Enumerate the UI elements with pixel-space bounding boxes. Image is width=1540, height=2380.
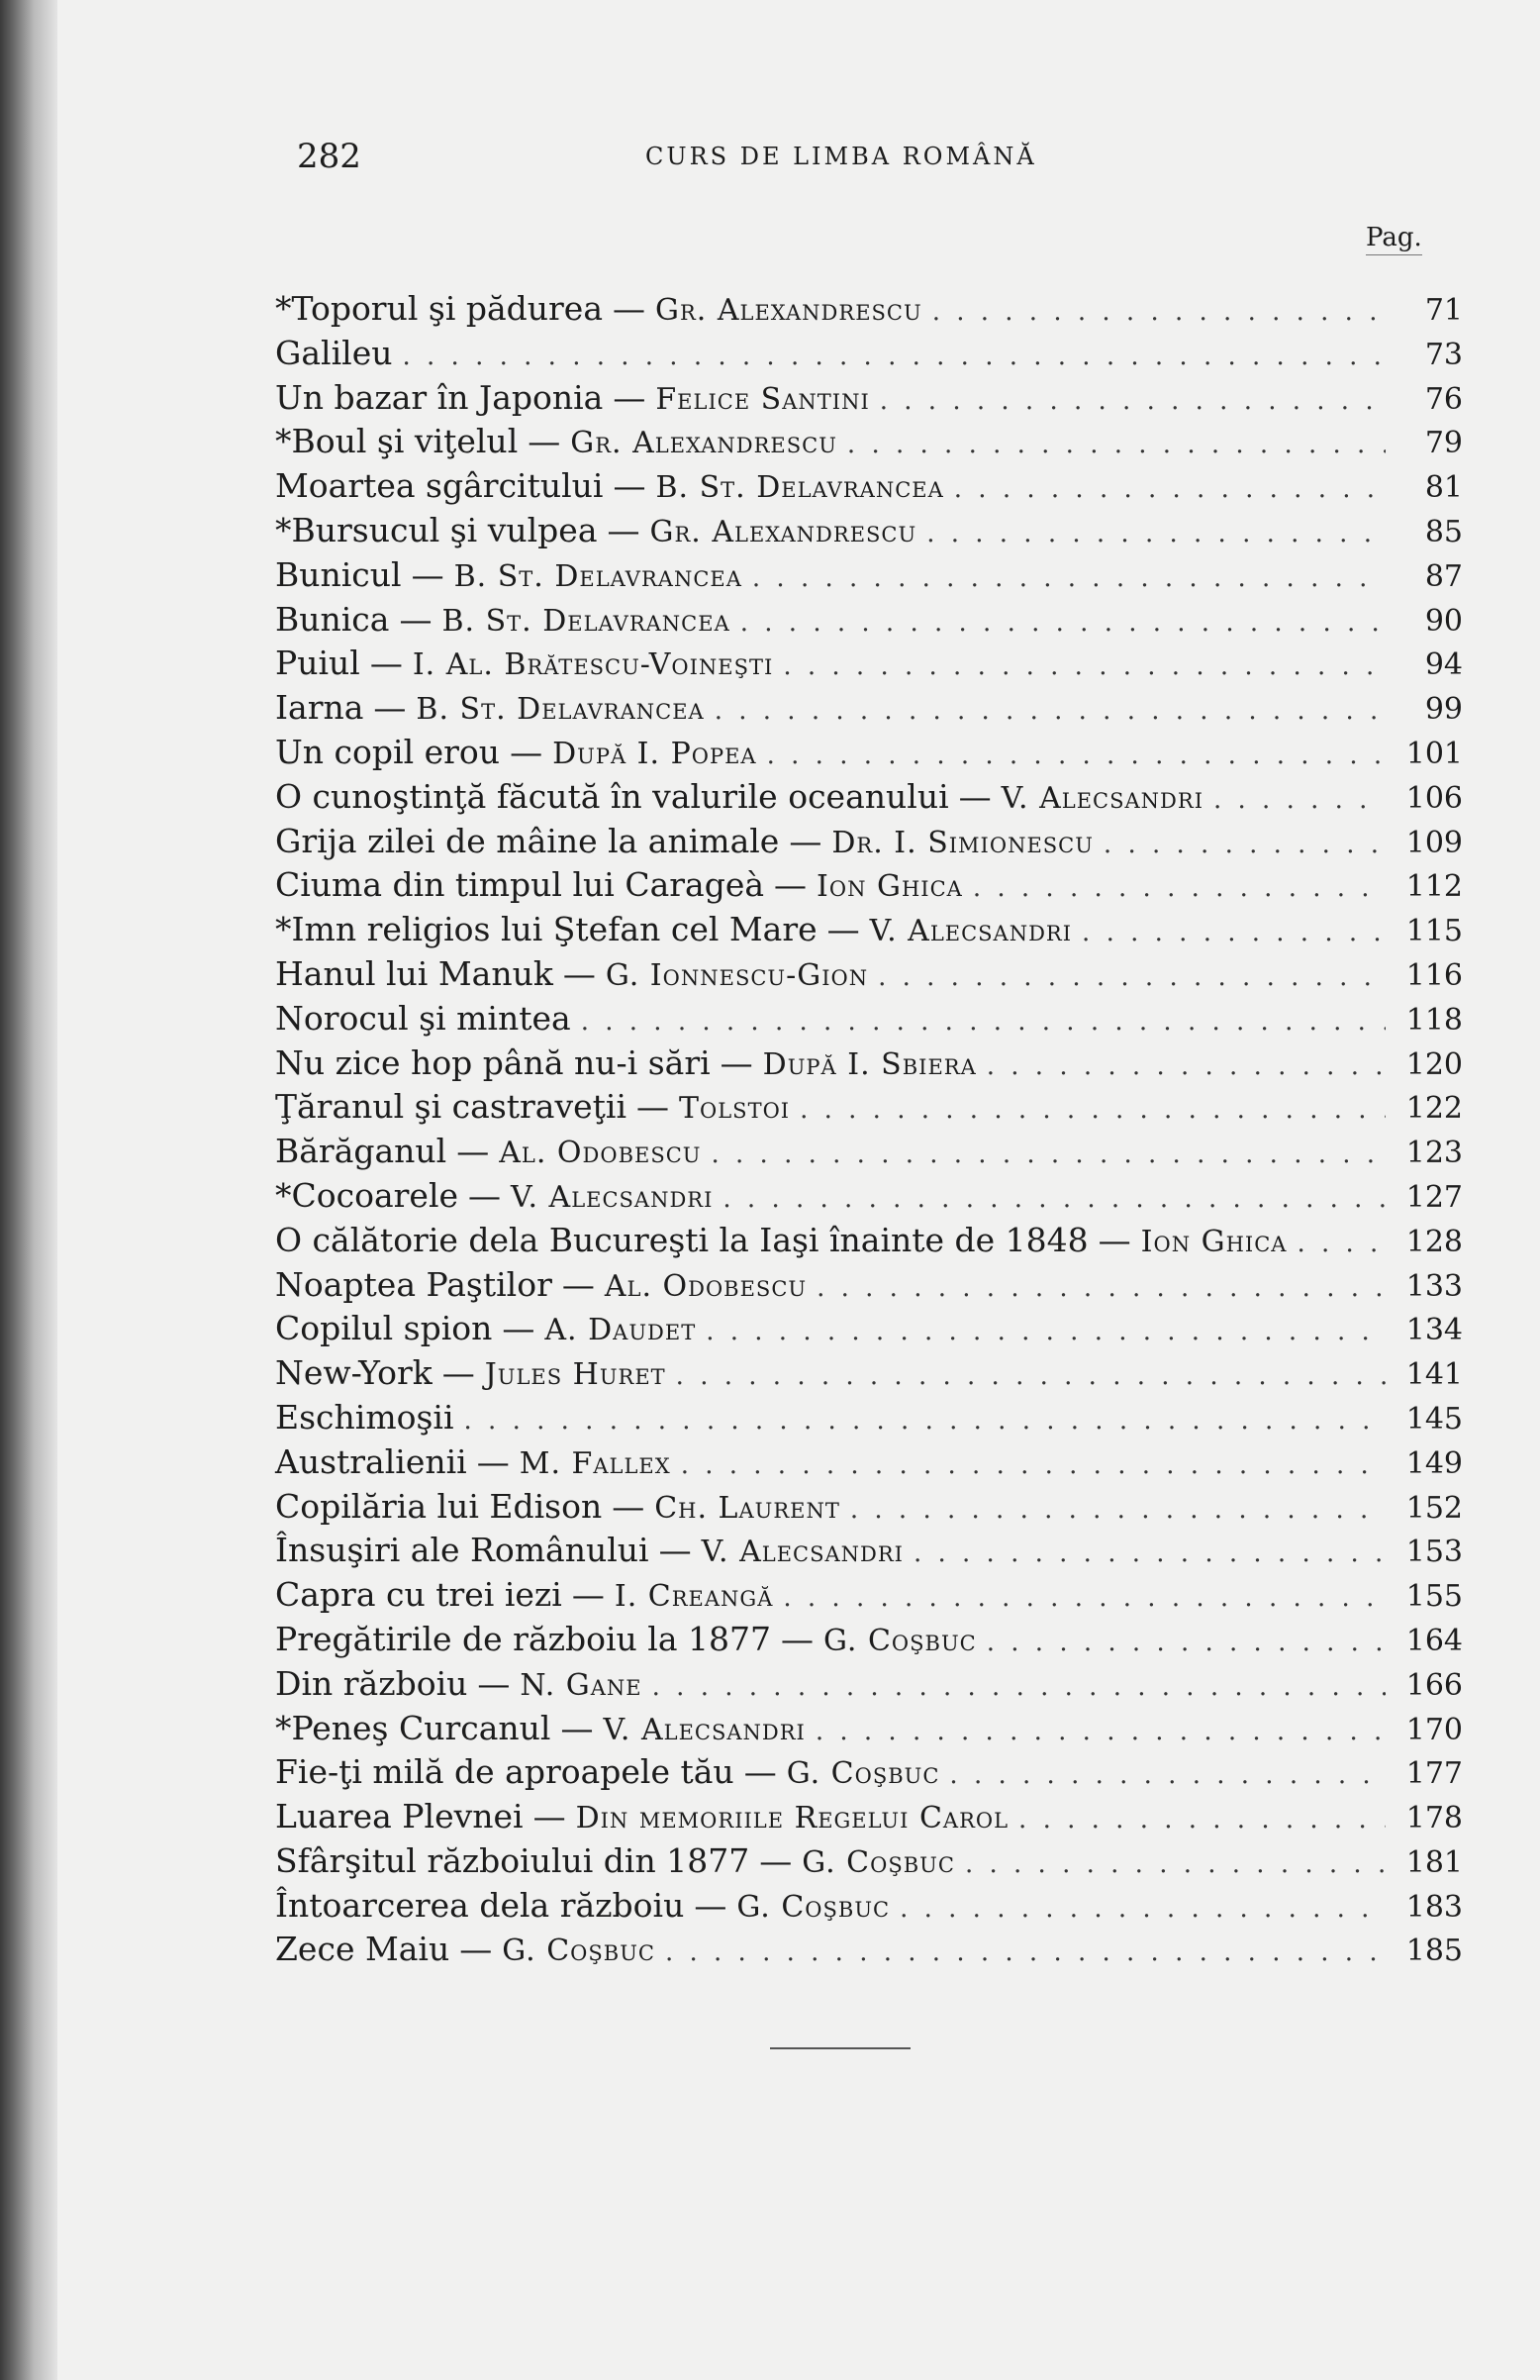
- toc-entry-dash: —: [561, 1264, 595, 1304]
- toc-entry-dash: —: [607, 510, 640, 549]
- toc-entry-title: Fie-ţi milă de aproapele tău: [275, 1752, 734, 1792]
- toc-entry-author: G. Coşbuc: [736, 1889, 891, 1925]
- toc-entry-page: 90: [1424, 603, 1463, 639]
- page-number: 282: [297, 137, 361, 176]
- toc-entry-author: M. Fallex: [519, 1445, 671, 1481]
- toc-entry-author: G. Coşbuc: [502, 1934, 655, 1969]
- toc-row: [275, 733, 1463, 777]
- toc-entry-page: 109: [1405, 825, 1463, 860]
- toc-entry-page: 166: [1405, 1667, 1463, 1703]
- toc-dot-leader: [681, 1450, 1386, 1480]
- toc-dot-leader: [676, 1361, 1386, 1391]
- toc-entry-page: 127: [1405, 1179, 1463, 1215]
- toc-row: [275, 644, 1463, 688]
- toc-entry-author: V. Alecsandri: [869, 914, 1073, 949]
- toc-entry-dash: —: [826, 910, 860, 949]
- toc-dot-leader: [926, 519, 1386, 548]
- toc-entry-author: V. Alecsandri: [701, 1535, 904, 1570]
- toc-entry-page: 79: [1424, 426, 1463, 461]
- toc-row: [275, 1752, 1463, 1797]
- book-spine-shadow: [0, 0, 57, 2380]
- toc-entry-title: Ţăranul şi castraveţii: [275, 1087, 627, 1127]
- running-title: CURS DE LIMBA ROMÂNĂ: [645, 143, 1037, 170]
- toc-entry-page: 164: [1405, 1623, 1463, 1658]
- toc-entry-page: 106: [1405, 780, 1463, 816]
- toc-entry-title: O călătorie dela Bucureşti la Iaşi înainte de 1848: [275, 1220, 1089, 1259]
- toc-entry-page: 133: [1405, 1268, 1463, 1304]
- toc-entry-title: Bărăganul: [275, 1132, 447, 1171]
- toc-row: [275, 822, 1463, 866]
- toc-entry-title: Australienii: [275, 1441, 467, 1481]
- toc-dot-leader: [402, 342, 1386, 371]
- toc-entry-dash: —: [528, 422, 561, 461]
- toc-entry-title: *Bursucul şi vulpea: [275, 510, 598, 549]
- toc-row: [275, 1398, 1463, 1442]
- toc-entry-page: 112: [1405, 869, 1463, 905]
- toc-entry-title: Nu zice hop până nu-i sări: [275, 1042, 711, 1082]
- toc-entry-author: Jules Huret: [484, 1357, 666, 1393]
- toc-entry-author: Dr. I. Simionescu: [831, 825, 1094, 860]
- toc-row: [275, 1664, 1463, 1709]
- toc-row: [275, 1709, 1463, 1753]
- toc-entry-author: N. Gane: [520, 1667, 642, 1703]
- toc-dot-leader: [954, 474, 1386, 504]
- toc-row: [275, 289, 1463, 334]
- toc-row: [275, 865, 1463, 910]
- toc-entry-page: 134: [1405, 1313, 1463, 1348]
- toc-dot-leader: [900, 1894, 1386, 1924]
- toc-entry-page: 181: [1405, 1844, 1463, 1880]
- toc-entry-page: 115: [1405, 914, 1463, 949]
- toc-row: [275, 1043, 1463, 1088]
- toc-entry-title: Luarea Plevnei: [275, 1797, 524, 1836]
- toc-entry-author: După I. Sbiera: [762, 1046, 977, 1082]
- toc-dot-leader: [652, 1672, 1386, 1702]
- toc-entry-author: I. Al. Brătescu-Voineşti: [412, 647, 774, 683]
- toc-entry-dash: —: [636, 1087, 670, 1127]
- toc-row: [275, 1620, 1463, 1664]
- toc-row: [275, 1797, 1463, 1841]
- toc-entry-author: Gr. Alexandrescu: [649, 514, 917, 549]
- toc-entry-title: Galileu: [275, 333, 393, 372]
- toc-dot-leader: [847, 430, 1386, 459]
- toc-row: [275, 1087, 1463, 1132]
- toc-entry-author: Al. Odobescu: [604, 1268, 808, 1304]
- toc-entry-page: 81: [1424, 470, 1463, 506]
- toc-dot-leader: [878, 962, 1386, 992]
- toc-dot-leader: [767, 741, 1386, 770]
- toc-entry-page: 141: [1405, 1357, 1463, 1393]
- toc-row: [275, 1886, 1463, 1931]
- toc-entry-dash: —: [613, 289, 646, 328]
- toc-row: [275, 1575, 1463, 1620]
- toc-entry-author: După I. Popea: [552, 736, 757, 771]
- toc-entry-dash: —: [502, 1309, 535, 1348]
- toc-entry-dash: —: [373, 688, 407, 728]
- toc-entry-page: 118: [1405, 1002, 1463, 1038]
- toc-entry-dash: —: [958, 776, 992, 816]
- toc-entry-page: 101: [1405, 736, 1463, 771]
- toc-entry-author: Gr. Alexandrescu: [570, 426, 837, 461]
- toc-entry-title: *Cocoarele: [275, 1175, 459, 1215]
- toc-row: [275, 1265, 1463, 1310]
- toc-dot-leader: [949, 1760, 1386, 1790]
- toc-entry-page: 185: [1405, 1934, 1463, 1969]
- toc-row: [275, 777, 1463, 822]
- toc-dot-leader: [965, 1849, 1386, 1879]
- toc-entry-dash: —: [781, 1619, 814, 1658]
- toc-dot-leader: [706, 1317, 1386, 1346]
- toc-row: [275, 1221, 1463, 1265]
- toc-entry-author: Ch. Laurent: [654, 1490, 840, 1526]
- toc-entry-dash: —: [1098, 1220, 1131, 1259]
- toc-entry-author: B. St. Delavrancea: [453, 558, 742, 594]
- toc-row: [275, 1353, 1463, 1398]
- toc-entry-dash: —: [571, 1575, 605, 1615]
- page-header: [297, 137, 1267, 186]
- toc-row: [275, 600, 1463, 645]
- toc-entry-title: New-York: [275, 1353, 433, 1393]
- toc-entry-title: Noaptea Paştilor: [275, 1264, 552, 1304]
- toc-entry-title: Sfârşitul războiului din 1877: [275, 1840, 750, 1880]
- toc-entry-title: Iarna: [275, 688, 364, 728]
- toc-entry-page: 99: [1424, 692, 1463, 728]
- toc-entry-dash: —: [613, 466, 646, 506]
- toc-entry-page: 85: [1424, 514, 1463, 549]
- toc-entry-page: 170: [1405, 1712, 1463, 1747]
- toc-dot-leader: [816, 1717, 1386, 1746]
- toc-dot-leader: [850, 1495, 1386, 1525]
- toc-entry-page: 149: [1405, 1445, 1463, 1481]
- toc-row: [275, 555, 1463, 600]
- toc-entry-page: 76: [1424, 381, 1463, 417]
- toc-entry-author: V. Alecsandri: [603, 1712, 806, 1747]
- toc-entry-page: 73: [1424, 337, 1463, 372]
- toc-entry-title: Eschimoşii: [275, 1397, 454, 1437]
- toc-dot-leader: [987, 1628, 1386, 1657]
- toc-row: [275, 1442, 1463, 1487]
- toc-entry-page: 178: [1405, 1801, 1463, 1836]
- toc-entry-title: *Peneş Curcanul: [275, 1708, 551, 1747]
- toc-entry-author: G. Coşbuc: [786, 1756, 940, 1792]
- toc-entry-dash: —: [441, 1353, 475, 1393]
- toc-entry-page: 116: [1405, 957, 1463, 993]
- toc-entry-dash: —: [456, 1132, 490, 1171]
- toc-entry-dash: —: [476, 1441, 510, 1481]
- toc-entry-title: Zece Maiu: [275, 1930, 450, 1969]
- toc-dot-leader: [783, 651, 1386, 681]
- toc-entry-title: Din războiu: [275, 1663, 468, 1703]
- toc-dot-leader: [464, 1406, 1386, 1436]
- toc-entry-author: G. Coşbuc: [823, 1623, 977, 1658]
- toc-entry-title: Capra cu trei iezi: [275, 1575, 562, 1615]
- toc-entry-dash: —: [369, 644, 403, 683]
- toc-entry-title: Copilul spion: [275, 1309, 493, 1348]
- toc-row: [275, 511, 1463, 555]
- toc-row: [275, 1309, 1463, 1353]
- toc-entry-page: 71: [1424, 293, 1463, 328]
- toc-dot-leader: [665, 1937, 1386, 1967]
- toc-entry-author: Ion Ghica: [1140, 1224, 1288, 1259]
- toc-entry-title: Un bazar în Japonia: [275, 377, 604, 417]
- toc-entry-dash: —: [789, 821, 822, 860]
- toc-dot-leader: [722, 1184, 1386, 1214]
- toc-dot-leader: [1104, 830, 1386, 859]
- toc-entry-page: 183: [1405, 1889, 1463, 1925]
- toc-entry-author: I. Creangă: [614, 1579, 774, 1615]
- toc-entry-author: G. Coşbuc: [802, 1844, 955, 1880]
- toc-entry-title: Pregătirile de războiu la 1877: [275, 1619, 771, 1658]
- toc-entry-author: Ion Ghica: [817, 869, 963, 905]
- toc-dot-leader: [817, 1273, 1386, 1303]
- toc-entry-dash: —: [613, 377, 646, 417]
- toc-row: [275, 1531, 1463, 1575]
- toc-entry-dash: —: [774, 865, 808, 905]
- toc-entry-dash: —: [510, 732, 543, 771]
- toc-row: [275, 378, 1463, 423]
- toc-entry-page: 122: [1405, 1091, 1463, 1127]
- toc-entry-author: G. Ionnescu-Gion: [605, 957, 869, 993]
- toc-entry-page: 153: [1405, 1535, 1463, 1570]
- toc-entry-author: B. St. Delavrancea: [416, 692, 705, 728]
- toc-entry-dash: —: [411, 554, 444, 594]
- toc-entry-title: Însuşiri ale Românului: [275, 1531, 649, 1570]
- toc-dot-leader: [1213, 785, 1386, 815]
- toc-entry-author: Tolstoi: [679, 1091, 791, 1127]
- toc-row: [275, 1841, 1463, 1886]
- toc-entry-title: Un copil erou: [275, 732, 501, 771]
- toc-entry-dash: —: [560, 1708, 594, 1747]
- toc-entry-author: Felice Santini: [655, 381, 870, 417]
- toc-entry-author: Gr. Alexandrescu: [655, 293, 922, 328]
- toc-entry-author: B. St. Delavrancea: [655, 470, 944, 506]
- toc-row: [275, 1487, 1463, 1532]
- toc-entry-dash: —: [658, 1531, 692, 1570]
- toc-entry-dash: —: [562, 953, 596, 993]
- toc-row: [275, 1132, 1463, 1176]
- toc-entry-title: Puiul: [275, 644, 360, 683]
- toc-entry-dash: —: [399, 599, 433, 639]
- toc-row: [275, 334, 1463, 378]
- toc-entry-page: 120: [1405, 1046, 1463, 1082]
- toc-entry-title: Moartea sgârcitului: [275, 466, 604, 506]
- toc-entry-author: Al. Odobescu: [499, 1136, 702, 1171]
- toc-entry-page: 155: [1405, 1579, 1463, 1615]
- toc-entry-title: Bunica: [275, 599, 390, 639]
- toc-dot-leader: [800, 1095, 1386, 1125]
- toc-row: [275, 1930, 1463, 1974]
- toc-entry-author: A. Daudet: [544, 1313, 697, 1348]
- toc-entry-dash: —: [743, 1752, 777, 1792]
- toc-entry-title: Ciuma din timpul lui Carageà: [275, 865, 765, 905]
- toc-entry-title: Bunicul: [275, 554, 402, 594]
- toc-dot-leader: [973, 873, 1386, 903]
- toc-entry-dash: —: [468, 1175, 502, 1215]
- toc-entry-title: *Boul şi viţelul: [275, 422, 519, 461]
- toc-row: [275, 422, 1463, 466]
- end-rule-divider: [770, 2047, 911, 2049]
- toc-entry-title: O cunoştinţă făcută în valurile oceanului: [275, 776, 949, 816]
- toc-dot-leader: [880, 386, 1386, 416]
- toc-entry-dash: —: [532, 1797, 566, 1836]
- toc-row: [275, 910, 1463, 954]
- toc-dot-leader: [1018, 1805, 1386, 1835]
- toc-row: [275, 466, 1463, 511]
- table-of-contents: [275, 289, 1463, 1974]
- toc-dot-leader: [581, 1007, 1386, 1037]
- toc-entry-page: 94: [1424, 647, 1463, 683]
- toc-entry-author: V. Alecsandri: [511, 1179, 714, 1215]
- toc-entry-title: Întoarcerea dela războiu: [275, 1885, 685, 1925]
- toc-entry-dash: —: [459, 1930, 493, 1969]
- toc-entry-author: B. St. Delavrancea: [441, 603, 730, 639]
- page-column-label: Pag.: [1366, 223, 1422, 255]
- toc-dot-leader: [932, 297, 1386, 327]
- toc-entry-title: Copilăria lui Edison: [275, 1486, 603, 1526]
- toc-entry-author: Din memoriile Regelui Carol: [575, 1801, 1010, 1836]
- toc-entry-page: 128: [1405, 1224, 1463, 1259]
- toc-dot-leader: [914, 1538, 1386, 1568]
- toc-entry-page: 152: [1405, 1490, 1463, 1526]
- toc-entry-title: Hanul lui Manuk: [275, 953, 553, 993]
- toc-entry-page: 177: [1405, 1756, 1463, 1792]
- toc-dot-leader: [1082, 918, 1386, 947]
- toc-dot-leader: [752, 563, 1386, 593]
- toc-row: [275, 1176, 1463, 1221]
- toc-dot-leader: [715, 696, 1386, 726]
- toc-dot-leader: [1297, 1229, 1386, 1258]
- toc-entry-title: Norocul şi mintea: [275, 998, 571, 1038]
- toc-entry-page: 87: [1424, 558, 1463, 594]
- toc-row: [275, 954, 1463, 999]
- toc-entry-title: Grija zilei de mâine la animale: [275, 821, 780, 860]
- toc-entry-dash: —: [612, 1486, 645, 1526]
- toc-dot-leader: [740, 608, 1386, 638]
- toc-entry-dash: —: [694, 1885, 727, 1925]
- toc-entry-title: *Toporul şi pădurea: [275, 289, 604, 328]
- toc-entry-page: 145: [1405, 1401, 1463, 1437]
- toc-entry-author: V. Alecsandri: [1001, 780, 1203, 816]
- toc-entry-dash: —: [720, 1042, 753, 1082]
- toc-dot-leader: [711, 1140, 1386, 1169]
- toc-entry-page: 123: [1405, 1136, 1463, 1171]
- toc-entry-title: *Imn religios lui Ştefan cel Mare: [275, 910, 818, 949]
- toc-entry-dash: —: [477, 1663, 511, 1703]
- toc-dot-leader: [987, 1051, 1386, 1081]
- toc-row: [275, 688, 1463, 733]
- toc-entry-dash: —: [759, 1840, 793, 1880]
- toc-row: [275, 999, 1463, 1043]
- toc-dot-leader: [783, 1583, 1386, 1613]
